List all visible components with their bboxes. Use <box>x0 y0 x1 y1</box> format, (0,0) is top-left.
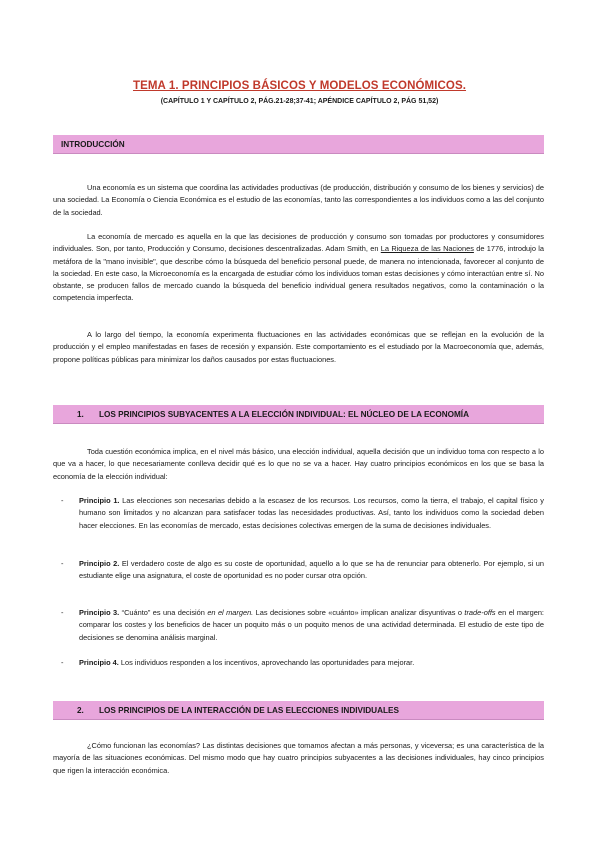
intro-paragraph-3: A lo largo del tiempo, la economía experimenta fluctuaciones en las actividades económicas que se reflejan en la evolución de la producción y el empleo manifestadas en fases de recesión y expansión. Este comportamiento es el estudiado por la Macroeconomía que, además, propone políticas públicas para minimizar los daños causados por estas fluctuaciones. <box>53 330 544 364</box>
principle-text: Los individuos responden a los incentivos, aprovechando las oportunidades para mejorar. <box>118 658 415 667</box>
principle-label: Principio 2. <box>79 559 120 568</box>
intro-paragraph-2 <box>53 231 544 305</box>
section-heading-2-label: LOS PRINCIPIOS DE LA INTERACCIÓN DE LAS ELECCIONES INDIVIDUALES <box>99 706 399 715</box>
section1-paragraph-1: Toda cuestión económica implica, en el nivel más básico, una elección individual, aquella decisión que un individuo toma con respecto a lo que va a hacer, lo que necesariamente conlleva decidir qué es lo que no se va a hacer. Hay cuatro principios económicos en los que se basa la economía de la elección individual: <box>53 447 544 481</box>
section-heading-1 <box>53 405 544 424</box>
section-heading-2 <box>53 701 544 720</box>
principle-label: Principio 3. <box>79 608 120 617</box>
section-heading-1-number: 1. <box>77 410 84 419</box>
bullet-dash: - <box>61 658 64 667</box>
principle-quote: “Cuánto” es una decisión <box>119 608 208 617</box>
document-subtitle: (CAPÍTULO 1 Y CAPÍTULO 2, PÁG.21-28;37-41; APÉNDICE CAPÍTULO 2, PÁG 51,52) <box>160 98 439 105</box>
list-item <box>53 607 544 644</box>
section-heading-1-label: LOS PRINCIPIOS SUBYACENTES A LA ELECCIÓN INDIVIDUAL: EL NÚCLEO DE LA ECONOMÍA <box>99 410 469 419</box>
section-heading-2-number: 2. <box>77 706 84 715</box>
intro-paragraph-2-a: La economía de mercado es aquella en la que las decisiones de producción y consumo son tomadas por productores y consumidores individuales. Son, por tanto, Producción y Consumo, decisiones descentralizadas. Adam Smith, en <box>53 232 544 254</box>
document-title: TEMA 1. PRINCIPIOS BÁSICOS Y MODELOS ECONÓMICOS. <box>132 80 467 92</box>
intro-paragraph-2-b: de 1776, introdujo la metáfora de la "mano invisible", que describe cómo la búsqueda del beneficio personal puede, de manera no intencionada, favorecer al conjunto de la sociedad. En este caso, la Microeconomía es la encargada de estudiar cómo los individuos toman estas decisiones y cómo interactúan entre sí. No obstante, se producen fallos de mercado cuando la búsqueda del beneficio individual genera resultados negativos, como la contaminación o la competencia imperfecta. <box>53 244 544 303</box>
list-item <box>53 495 544 532</box>
book-title-link: La Riqueza de las Naciones <box>380 244 474 254</box>
principle-label: Principio 1. <box>79 496 120 505</box>
section2-paragraph-1: ¿Cómo funcionan las economías? Las distintas decisiones que tomamos afectan a más personas, y viceversa; es una característica de la mayoría de las situaciones económicas. Del mismo modo que hay cuatro principios subyacentes a las decisiones individuales, hay cinco principios que rigen la interacción económica. <box>53 741 544 775</box>
bullet-dash: - <box>61 496 64 505</box>
section-heading-intro-label: INTRODUCCIÓN <box>61 140 125 149</box>
principle-label: Principio 4. <box>79 658 119 667</box>
principle-text: El verdadero coste de algo es su coste de oportunidad, aquello a lo que se ha de renunciar para obtenerlo. Por ejemplo, si un estudiante elige una asignatura, el coste de oportunidad es no poder cursar otra opción. <box>79 559 544 581</box>
principle-margin: en el margen. <box>207 608 254 617</box>
intro-paragraph-1: Una economía es un sistema que coordina las actividades productivas (de producción, distribución y consumo de los bienes y servicios) de una sociedad. La Economía o Ciencia Económica es el estudio de las economías, tanto las correspondientes a los individuos como a las del conjunto de la sociedad. <box>53 183 544 217</box>
principle-tradeoffs: trade-offs <box>464 608 496 617</box>
list-item <box>53 657 544 669</box>
principle-text-b: en el margen: comparar los costes y los beneficios de hacer un poquito más o un poquito menos de una actividad determinada. El estudio de este tipo de decisiones se denomina análisis marginal. <box>79 608 544 642</box>
principle-text: Las elecciones son necesarias debido a la escasez de los recursos. Los recursos, como la tierra, el trabajo, el capital físico y humano son limitados y no alcanzan para satisfacer todas las necesidades productivas. Así, tanto los individuos como la sociedad deben hacer elecciones. En las economías de mercado, estas decisiones colectivas emergen de la suma de decisiones individuales. <box>79 496 544 530</box>
principle-text-a: Las decisiones sobre «cuánto» implican analizar disyuntivas o <box>253 608 465 617</box>
bullet-dash: - <box>61 559 64 568</box>
bullet-dash: - <box>61 608 64 617</box>
list-item <box>53 558 544 583</box>
section-heading-intro <box>53 135 544 154</box>
